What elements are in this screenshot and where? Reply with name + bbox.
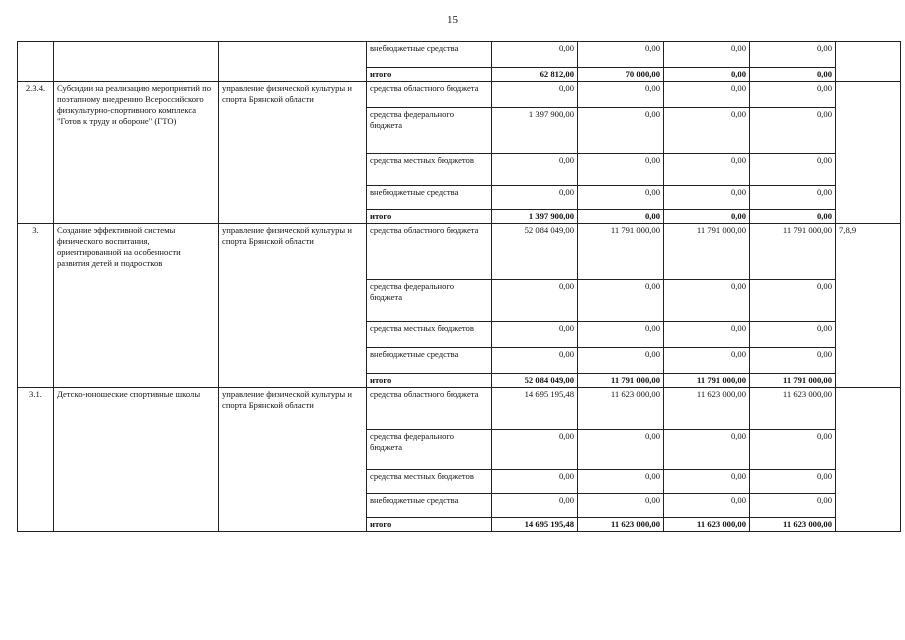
amount-cell: 52 084 049,00	[492, 374, 578, 388]
amount-cell: 0,00	[750, 210, 836, 224]
amount-cell: 0,00	[578, 82, 664, 108]
amount-cell: 0,00	[578, 348, 664, 374]
amount-cell: 0,00	[492, 186, 578, 210]
funding-source: итого	[367, 518, 492, 532]
amount-cell: 0,00	[750, 82, 836, 108]
amount-cell: 0,00	[664, 322, 750, 348]
amount-cell: 1 397 900,00	[492, 108, 578, 154]
page-number: 15	[447, 14, 458, 26]
indicator-ref	[836, 82, 901, 224]
funding-source: средства местных бюджетов	[367, 322, 492, 348]
amount-cell: 0,00	[578, 322, 664, 348]
funding-source: средства местных бюджетов	[367, 470, 492, 494]
item-executor: управление физической культуры и спорта Брянской области	[219, 388, 367, 532]
funding-source: средства федерального бюджета	[367, 280, 492, 322]
amount-cell: 0,00	[492, 322, 578, 348]
amount-cell: 62 812,00	[492, 68, 578, 82]
amount-cell: 11 623 000,00	[664, 518, 750, 532]
amount-cell: 11 623 000,00	[750, 388, 836, 430]
amount-cell: 11 791 000,00	[578, 224, 664, 280]
amount-cell: 11 791 000,00	[664, 224, 750, 280]
indicator-ref: 7,8,9	[836, 224, 901, 388]
amount-cell: 0,00	[578, 470, 664, 494]
funding-source: внебюджетные средства	[367, 186, 492, 210]
amount-cell: 0,00	[750, 494, 836, 518]
amount-cell: 0,00	[664, 210, 750, 224]
amount-cell: 0,00	[664, 82, 750, 108]
amount-cell: 0,00	[664, 68, 750, 82]
funding-source: внебюджетные средства	[367, 42, 492, 68]
amount-cell: 0,00	[664, 108, 750, 154]
funding-source: внебюджетные средства	[367, 494, 492, 518]
amount-cell: 0,00	[492, 348, 578, 374]
item-name: Детско-юношеские спортивные школы	[54, 388, 219, 532]
amount-cell: 0,00	[578, 108, 664, 154]
amount-cell: 0,00	[492, 42, 578, 68]
item-name: Создание эффективной системы физического воспитания, ориентированной на особенности развития детей и подростков	[54, 224, 219, 388]
funding-source: средства областного бюджета	[367, 388, 492, 430]
amount-cell: 0,00	[664, 470, 750, 494]
funding-source: средства местных бюджетов	[367, 154, 492, 186]
table-row	[18, 82, 901, 108]
amount-cell: 0,00	[664, 430, 750, 470]
funding-source: итого	[367, 210, 492, 224]
item-executor	[219, 42, 367, 82]
amount-cell: 0,00	[578, 280, 664, 322]
item-executor: управление физической культуры и спорта Брянской области	[219, 224, 367, 388]
amount-cell: 0,00	[750, 108, 836, 154]
amount-cell: 0,00	[750, 322, 836, 348]
budget-table-body	[18, 42, 901, 532]
amount-cell: 0,00	[750, 186, 836, 210]
amount-cell: 0,00	[750, 348, 836, 374]
item-index	[18, 42, 54, 82]
item-index: 3.1.	[18, 388, 54, 532]
amount-cell: 11 791 000,00	[664, 374, 750, 388]
amount-cell: 11 623 000,00	[664, 388, 750, 430]
amount-cell: 14 695 195,48	[492, 518, 578, 532]
amount-cell: 0,00	[750, 430, 836, 470]
amount-cell: 0,00	[578, 210, 664, 224]
funding-source: средства областного бюджета	[367, 224, 492, 280]
item-index: 3.	[18, 224, 54, 388]
funding-source: средства федерального бюджета	[367, 430, 492, 470]
amount-cell: 0,00	[492, 280, 578, 322]
amount-cell: 70 000,00	[578, 68, 664, 82]
item-executor: управление физической культуры и спорта Брянской области	[219, 82, 367, 224]
amount-cell: 11 623 000,00	[750, 518, 836, 532]
amount-cell: 0,00	[578, 154, 664, 186]
amount-cell: 11 791 000,00	[750, 374, 836, 388]
amount-cell: 0,00	[664, 42, 750, 68]
funding-source: средства областного бюджета	[367, 82, 492, 108]
amount-cell: 14 695 195,48	[492, 388, 578, 430]
amount-cell: 0,00	[492, 430, 578, 470]
amount-cell: 0,00	[578, 186, 664, 210]
amount-cell: 0,00	[492, 82, 578, 108]
table-row	[18, 42, 901, 68]
funding-source: средства федерального бюджета	[367, 108, 492, 154]
amount-cell: 0,00	[750, 154, 836, 186]
budget-table	[17, 41, 901, 532]
amount-cell: 11 623 000,00	[578, 518, 664, 532]
indicator-ref	[836, 42, 901, 82]
amount-cell: 0,00	[492, 494, 578, 518]
amount-cell: 0,00	[492, 470, 578, 494]
amount-cell: 0,00	[664, 348, 750, 374]
amount-cell: 52 084 049,00	[492, 224, 578, 280]
indicator-ref	[836, 388, 901, 532]
item-name	[54, 42, 219, 82]
amount-cell: 0,00	[578, 430, 664, 470]
amount-cell: 0,00	[750, 470, 836, 494]
table-row	[18, 224, 901, 280]
funding-source: итого	[367, 374, 492, 388]
table-row	[18, 388, 901, 430]
amount-cell: 0,00	[750, 42, 836, 68]
amount-cell: 1 397 900,00	[492, 210, 578, 224]
funding-source: итого	[367, 68, 492, 82]
amount-cell: 11 791 000,00	[578, 374, 664, 388]
amount-cell: 0,00	[492, 154, 578, 186]
amount-cell: 0,00	[578, 42, 664, 68]
amount-cell: 0,00	[578, 494, 664, 518]
item-index: 2.3.4.	[18, 82, 54, 224]
amount-cell: 11 623 000,00	[578, 388, 664, 430]
amount-cell: 11 791 000,00	[750, 224, 836, 280]
amount-cell: 0,00	[664, 186, 750, 210]
amount-cell: 0,00	[664, 154, 750, 186]
amount-cell: 0,00	[664, 494, 750, 518]
amount-cell: 0,00	[664, 280, 750, 322]
funding-source: внебюджетные средства	[367, 348, 492, 374]
amount-cell: 0,00	[750, 68, 836, 82]
item-name: Субсидии на реализацию мероприятий по поэтапному внедрению Всероссийского физкультурно-спортивного комплекса "Готов к труду и обороне" (ГТО)	[54, 82, 219, 224]
amount-cell: 0,00	[750, 280, 836, 322]
